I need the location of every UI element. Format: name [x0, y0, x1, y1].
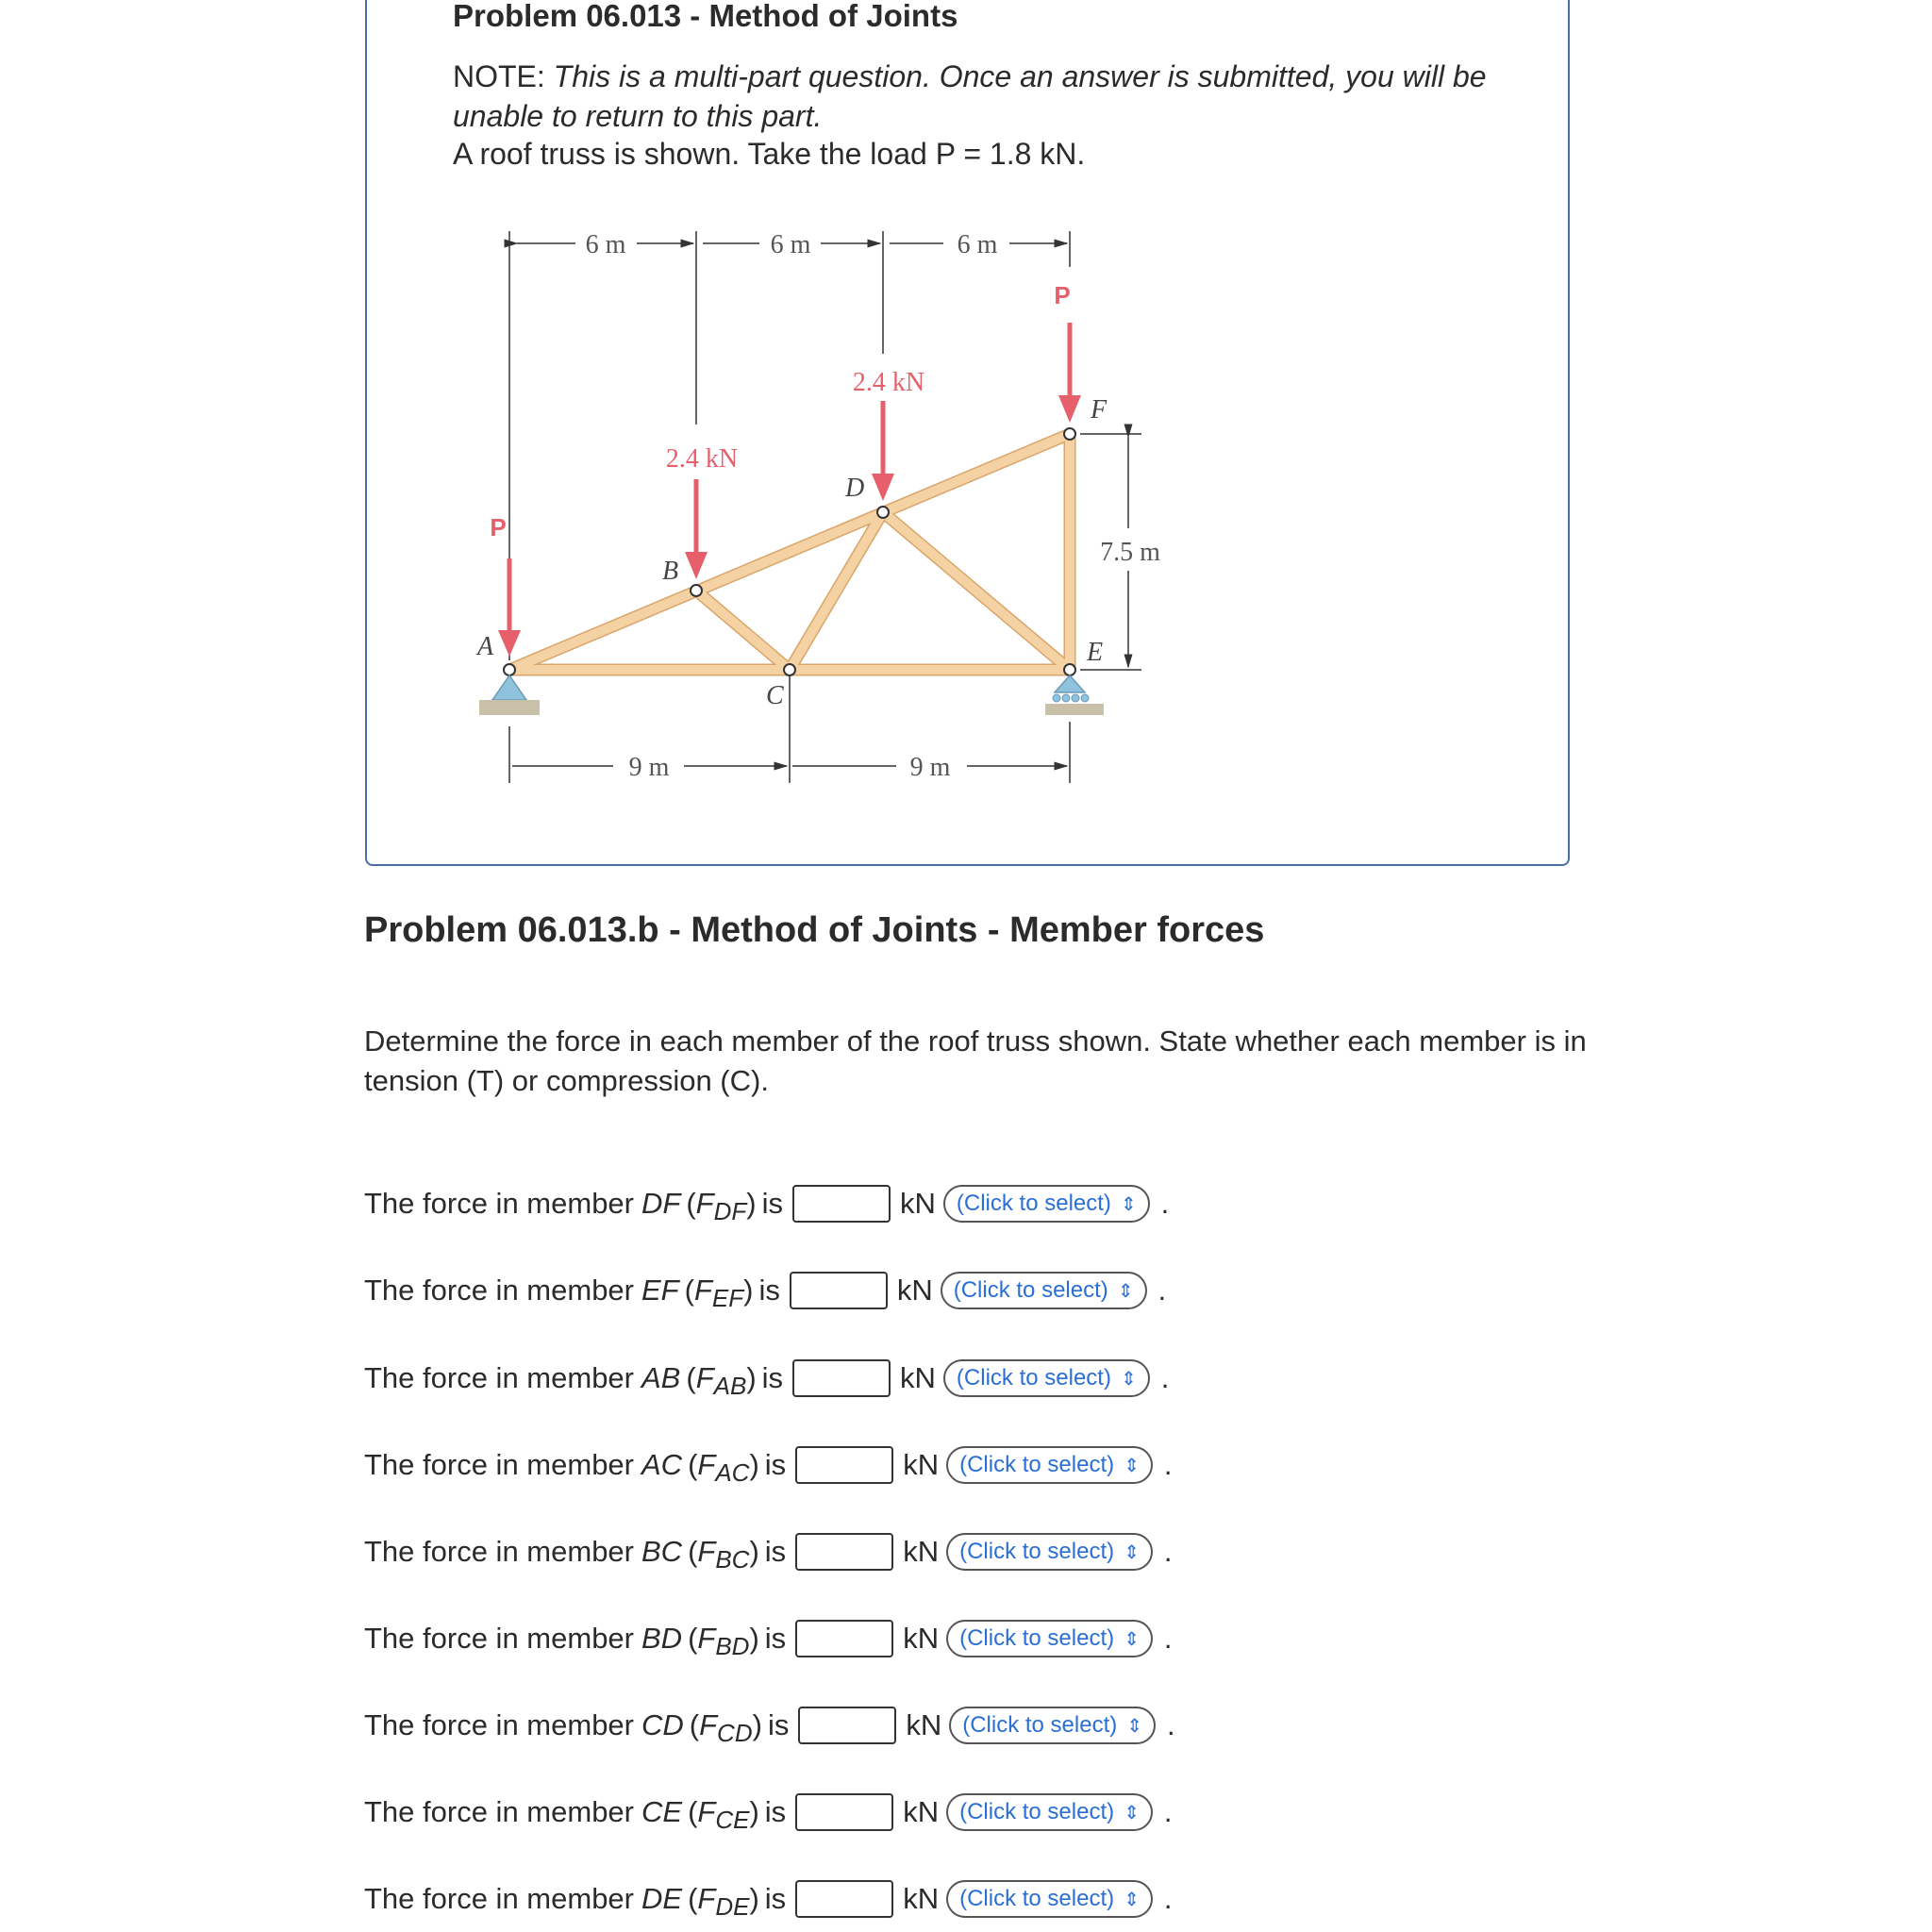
force-symbol: F [697, 1882, 716, 1915]
note [453, 57, 1491, 136]
dim-top-2: 6 m [770, 230, 811, 259]
updown-chevron-icon: ⇕ [1120, 1193, 1137, 1215]
close-paren: ) [749, 1795, 759, 1828]
updown-chevron-icon: ⇕ [1124, 1455, 1140, 1476]
answer-row-bc [364, 1530, 1173, 1574]
updown-chevron-icon: ⇕ [1117, 1280, 1134, 1302]
force-input[interactable] [792, 1359, 891, 1397]
select-label: (Click to select) [959, 1539, 1115, 1564]
force-subscript: CE [715, 1805, 750, 1834]
open-paren: ( [688, 1795, 698, 1828]
load-d: 2.4 kN [852, 368, 925, 397]
row-period: . [1163, 1622, 1173, 1655]
force-subscript: CD [717, 1718, 753, 1747]
select-label: (Click to select) [959, 1886, 1115, 1911]
problem-title: Problem 06.013 - Method of Joints [453, 0, 958, 33]
joint-label-e: E [1087, 638, 1104, 667]
close-paren: ) [752, 1708, 762, 1741]
joint-label-b: B [662, 557, 679, 586]
select-label: (Click to select) [959, 1625, 1115, 1651]
unit-label: kN [906, 1708, 942, 1741]
member-name: AC [641, 1448, 683, 1481]
close-paren: ) [743, 1274, 754, 1307]
force-symbol: F [695, 1361, 714, 1394]
open-paren: ( [684, 1274, 694, 1307]
member-name: BC [641, 1535, 683, 1568]
force-subscript: BD [715, 1631, 750, 1660]
joint-label-c: C [766, 681, 784, 710]
close-paren: ) [746, 1361, 757, 1394]
row-period: . [1163, 1448, 1173, 1481]
dim-top-3: 6 m [957, 230, 998, 259]
row-is: is [764, 1795, 787, 1828]
force-input[interactable] [792, 1185, 891, 1223]
row-prefix: The force in member [364, 1795, 634, 1828]
row-is: is [764, 1882, 787, 1915]
answer-row-df [364, 1182, 1169, 1225]
load-p-right: P [1054, 281, 1071, 309]
open-paren: ( [688, 1882, 698, 1915]
updown-chevron-icon: ⇕ [1124, 1802, 1140, 1824]
close-paren: ) [746, 1187, 757, 1220]
answer-row-cd [364, 1704, 1175, 1747]
extension-lines [509, 231, 1141, 783]
open-paren: ( [686, 1187, 696, 1220]
row-is: is [764, 1622, 787, 1655]
unit-label: kN [899, 1187, 936, 1220]
answer-row-ce [364, 1790, 1173, 1834]
member-name: BD [641, 1622, 683, 1655]
tension-compression-select[interactable] [949, 1707, 1156, 1744]
row-is: is [767, 1708, 790, 1741]
updown-chevron-icon: ⇕ [1124, 1628, 1140, 1650]
close-paren: ) [749, 1535, 759, 1568]
select-label: (Click to select) [956, 1365, 1111, 1391]
force-symbol: F [697, 1622, 716, 1655]
tension-compression-select[interactable] [943, 1185, 1150, 1223]
row-is: is [764, 1535, 787, 1568]
note-text: This is a multi-part question. Once an answer is submitted, you will be unable to return to this part. [453, 59, 1487, 133]
row-prefix: The force in member [364, 1882, 634, 1915]
open-paren: ( [688, 1535, 698, 1568]
dim-bottom-2: 9 m [909, 753, 951, 782]
row-is: is [761, 1361, 784, 1394]
row-prefix: The force in member [364, 1448, 634, 1481]
dim-bottom-1: 9 m [628, 753, 670, 782]
tension-compression-select[interactable] [946, 1793, 1153, 1831]
open-paren: ( [689, 1708, 700, 1741]
member-name: AB [641, 1361, 681, 1394]
row-prefix: The force in member [364, 1274, 634, 1307]
force-input[interactable] [795, 1793, 893, 1831]
row-is: is [761, 1187, 783, 1220]
force-symbol: F [695, 1187, 714, 1220]
force-subscript: DE [715, 1891, 750, 1921]
row-prefix: The force in member [364, 1708, 634, 1741]
updown-chevron-icon: ⇕ [1124, 1889, 1140, 1910]
tension-compression-select[interactable] [946, 1446, 1153, 1484]
roller-support [1045, 675, 1104, 715]
joint-label-f: F [1091, 395, 1108, 425]
truss-members [509, 434, 1070, 670]
force-input[interactable] [795, 1533, 893, 1571]
member-name: CD [641, 1708, 684, 1741]
problem-statement: A roof truss is shown. Take the load P = 1.8 kN. [453, 137, 1086, 171]
force-subscript: DF [713, 1196, 747, 1225]
close-paren: ) [749, 1622, 759, 1655]
truss-figure [462, 222, 1198, 788]
select-label: (Click to select) [953, 1277, 1108, 1303]
row-period: . [1160, 1361, 1170, 1394]
joint-label-a: A [477, 632, 494, 661]
force-input[interactable] [795, 1446, 893, 1484]
open-paren: ( [688, 1448, 698, 1481]
row-prefix: The force in member [364, 1622, 634, 1655]
select-label: (Click to select) [959, 1799, 1115, 1824]
row-prefix: The force in member [364, 1535, 634, 1568]
row-prefix: The force in member [364, 1187, 634, 1220]
close-paren: ) [749, 1882, 759, 1915]
force-subscript: BC [715, 1544, 750, 1574]
force-symbol: F [697, 1448, 716, 1481]
member-name: DF [641, 1187, 681, 1220]
row-period: . [1163, 1535, 1173, 1568]
tension-compression-select[interactable] [941, 1272, 1147, 1309]
unit-label: kN [896, 1274, 933, 1307]
tension-compression-select[interactable] [946, 1620, 1153, 1657]
tension-compression-select[interactable] [946, 1533, 1153, 1571]
row-period: . [1158, 1274, 1167, 1307]
member-name: DE [641, 1882, 683, 1915]
row-period: . [1160, 1187, 1170, 1220]
force-input[interactable] [790, 1272, 888, 1309]
select-label: (Click to select) [959, 1452, 1115, 1477]
answer-row-ab [364, 1357, 1169, 1400]
answer-row-bd [364, 1617, 1173, 1660]
row-period: . [1167, 1708, 1175, 1741]
load-b: 2.4 kN [665, 444, 739, 474]
row-period: . [1163, 1795, 1173, 1828]
tension-compression-select[interactable] [946, 1880, 1153, 1918]
force-input[interactable] [795, 1620, 893, 1657]
unit-label: kN [903, 1535, 940, 1568]
member-name: CE [641, 1795, 683, 1828]
answer-row-ac [364, 1443, 1173, 1487]
force-symbol: F [699, 1708, 718, 1741]
load-p-left: P [490, 513, 507, 541]
updown-chevron-icon: ⇕ [1124, 1541, 1140, 1563]
unit-label: kN [903, 1622, 940, 1655]
open-paren: ( [688, 1622, 698, 1655]
unit-label: kN [903, 1448, 940, 1481]
dim-top-1: 6 m [585, 230, 626, 259]
close-paren: ) [749, 1448, 759, 1481]
row-is: is [758, 1274, 780, 1307]
row-prefix: The force in member [364, 1361, 634, 1394]
tension-compression-select[interactable] [943, 1359, 1150, 1397]
force-input[interactable] [798, 1707, 896, 1744]
force-symbol: F [697, 1535, 716, 1568]
dim-height: 7.5 m [1100, 538, 1160, 567]
force-subscript: AC [715, 1457, 750, 1487]
select-label: (Click to select) [956, 1191, 1111, 1216]
member-name: EF [641, 1274, 679, 1307]
unit-label: kN [903, 1795, 940, 1828]
joint-label-d: D [845, 474, 865, 503]
open-paren: ( [686, 1361, 696, 1394]
unit-label: kN [900, 1361, 936, 1394]
instructions: Determine the force in each member of the roof truss shown. State whether each member is in tension (T) or compression (C). [364, 1024, 1587, 1097]
note-label: NOTE: [453, 59, 554, 93]
updown-chevron-icon: ⇕ [1120, 1368, 1137, 1390]
answer-row-de [364, 1877, 1173, 1921]
row-period: . [1163, 1882, 1173, 1915]
force-input[interactable] [795, 1880, 893, 1918]
force-subscript: AB [713, 1371, 747, 1400]
force-subscript: EF [711, 1283, 744, 1312]
force-symbol: F [697, 1795, 716, 1828]
select-label: (Click to select) [962, 1712, 1118, 1738]
force-symbol: F [693, 1274, 712, 1307]
unit-label: kN [903, 1882, 940, 1915]
pin-support [479, 675, 540, 715]
row-is: is [764, 1448, 787, 1481]
updown-chevron-icon: ⇕ [1126, 1715, 1143, 1737]
part-title: Problem 06.013.b - Method of Joints - Member forces [364, 910, 1265, 950]
answer-row-ef [364, 1269, 1166, 1312]
